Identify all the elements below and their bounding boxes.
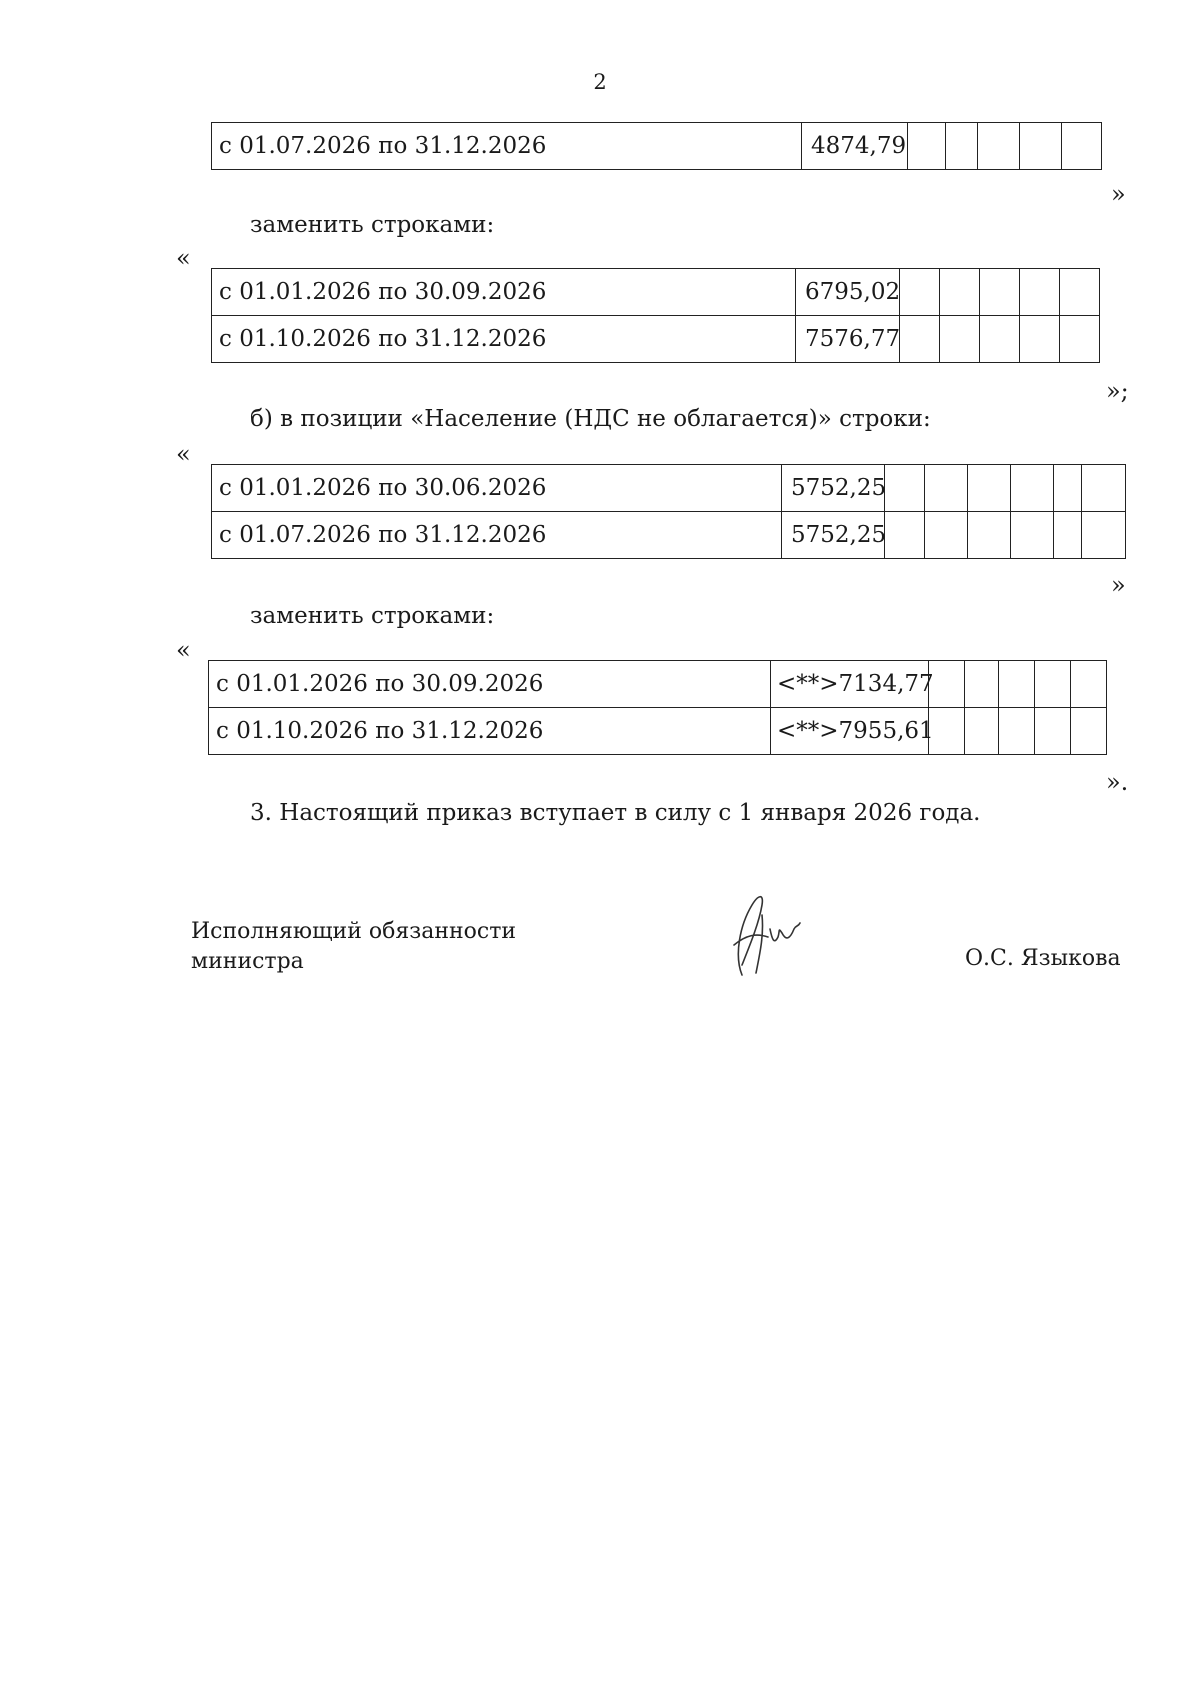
empty-cell xyxy=(885,465,925,512)
tariff-table-replacement-2 xyxy=(208,660,1107,755)
value-cell: 6795,02 xyxy=(796,269,900,316)
period-cell: с 01.10.2026 по 31.12.2026 xyxy=(209,708,771,755)
empty-cell xyxy=(1062,123,1102,170)
signatory-title-line2: министра xyxy=(191,949,304,974)
empty-cell xyxy=(1082,465,1126,512)
empty-cell xyxy=(885,512,925,559)
table-row xyxy=(209,661,1107,708)
value-cell: 5752,25 xyxy=(782,512,885,559)
tariff-table-replacement-1 xyxy=(211,268,1100,363)
empty-cell xyxy=(940,316,980,363)
table-row xyxy=(212,316,1100,363)
page-number: 2 xyxy=(593,70,607,94)
value-cell: 7576,77 xyxy=(796,316,900,363)
empty-cell xyxy=(968,465,1011,512)
empty-cell xyxy=(1035,708,1071,755)
value-cell: <**>7955,61 xyxy=(771,708,929,755)
open-quote: « xyxy=(176,636,191,664)
period-cell: с 01.01.2026 по 30.09.2026 xyxy=(209,661,771,708)
empty-cell xyxy=(929,708,965,755)
tariff-table-original-1 xyxy=(211,122,1102,170)
signatory-name: О.С. Языкова xyxy=(965,946,1121,971)
replace-label: заменить строками: xyxy=(250,603,495,629)
empty-cell xyxy=(980,269,1020,316)
tariff-table-original-2 xyxy=(211,464,1126,559)
period-cell: с 01.10.2026 по 31.12.2026 xyxy=(212,316,796,363)
period-cell: с 01.01.2026 по 30.06.2026 xyxy=(212,465,782,512)
handwritten-signature xyxy=(712,885,822,985)
close-quote: » xyxy=(1111,180,1126,208)
empty-cell xyxy=(1054,512,1082,559)
table-row xyxy=(212,512,1126,559)
empty-cell xyxy=(978,123,1020,170)
empty-cell xyxy=(929,661,965,708)
empty-cell xyxy=(946,123,978,170)
empty-cell xyxy=(1082,512,1126,559)
empty-cell xyxy=(1020,123,1062,170)
empty-cell xyxy=(925,465,968,512)
open-quote: « xyxy=(176,440,191,468)
empty-cell xyxy=(940,269,980,316)
replace-label: заменить строками: xyxy=(250,212,495,238)
period-cell: с 01.07.2026 по 31.12.2026 xyxy=(212,512,782,559)
empty-cell xyxy=(1071,661,1107,708)
empty-cell xyxy=(1060,316,1100,363)
clause-3: 3. Настоящий приказ вступает в силу с 1 января 2026 года. xyxy=(250,800,981,826)
empty-cell xyxy=(999,661,1035,708)
signatory-title-line1: Исполняющий обязанности xyxy=(191,919,517,944)
signatory-title xyxy=(191,917,516,977)
empty-cell xyxy=(1020,316,1060,363)
empty-cell xyxy=(1011,465,1054,512)
close-quote: ». xyxy=(1106,768,1129,796)
close-quote: » xyxy=(1111,571,1126,599)
empty-cell xyxy=(1054,465,1082,512)
empty-cell xyxy=(925,512,968,559)
table-row xyxy=(209,708,1107,755)
period-cell: с 01.01.2026 по 30.09.2026 xyxy=(212,269,796,316)
empty-cell xyxy=(965,661,999,708)
empty-cell xyxy=(1011,512,1054,559)
value-cell: 4874,79 xyxy=(802,123,908,170)
empty-cell xyxy=(1035,661,1071,708)
table-row xyxy=(212,123,1102,170)
item-b-text: б) в позиции «Население (НДС не облагается)» строки: xyxy=(250,406,931,432)
empty-cell xyxy=(900,316,940,363)
empty-cell xyxy=(900,269,940,316)
empty-cell xyxy=(1071,708,1107,755)
empty-cell xyxy=(908,123,946,170)
open-quote: « xyxy=(176,244,191,272)
empty-cell xyxy=(980,316,1020,363)
empty-cell xyxy=(999,708,1035,755)
value-cell: 5752,25 xyxy=(782,465,885,512)
period-cell: с 01.07.2026 по 31.12.2026 xyxy=(212,123,802,170)
value-cell: <**>7134,77 xyxy=(771,661,929,708)
table-row xyxy=(212,269,1100,316)
empty-cell xyxy=(968,512,1011,559)
empty-cell xyxy=(965,708,999,755)
table-row xyxy=(212,465,1126,512)
close-quote: »; xyxy=(1106,377,1129,405)
empty-cell xyxy=(1020,269,1060,316)
empty-cell xyxy=(1060,269,1100,316)
